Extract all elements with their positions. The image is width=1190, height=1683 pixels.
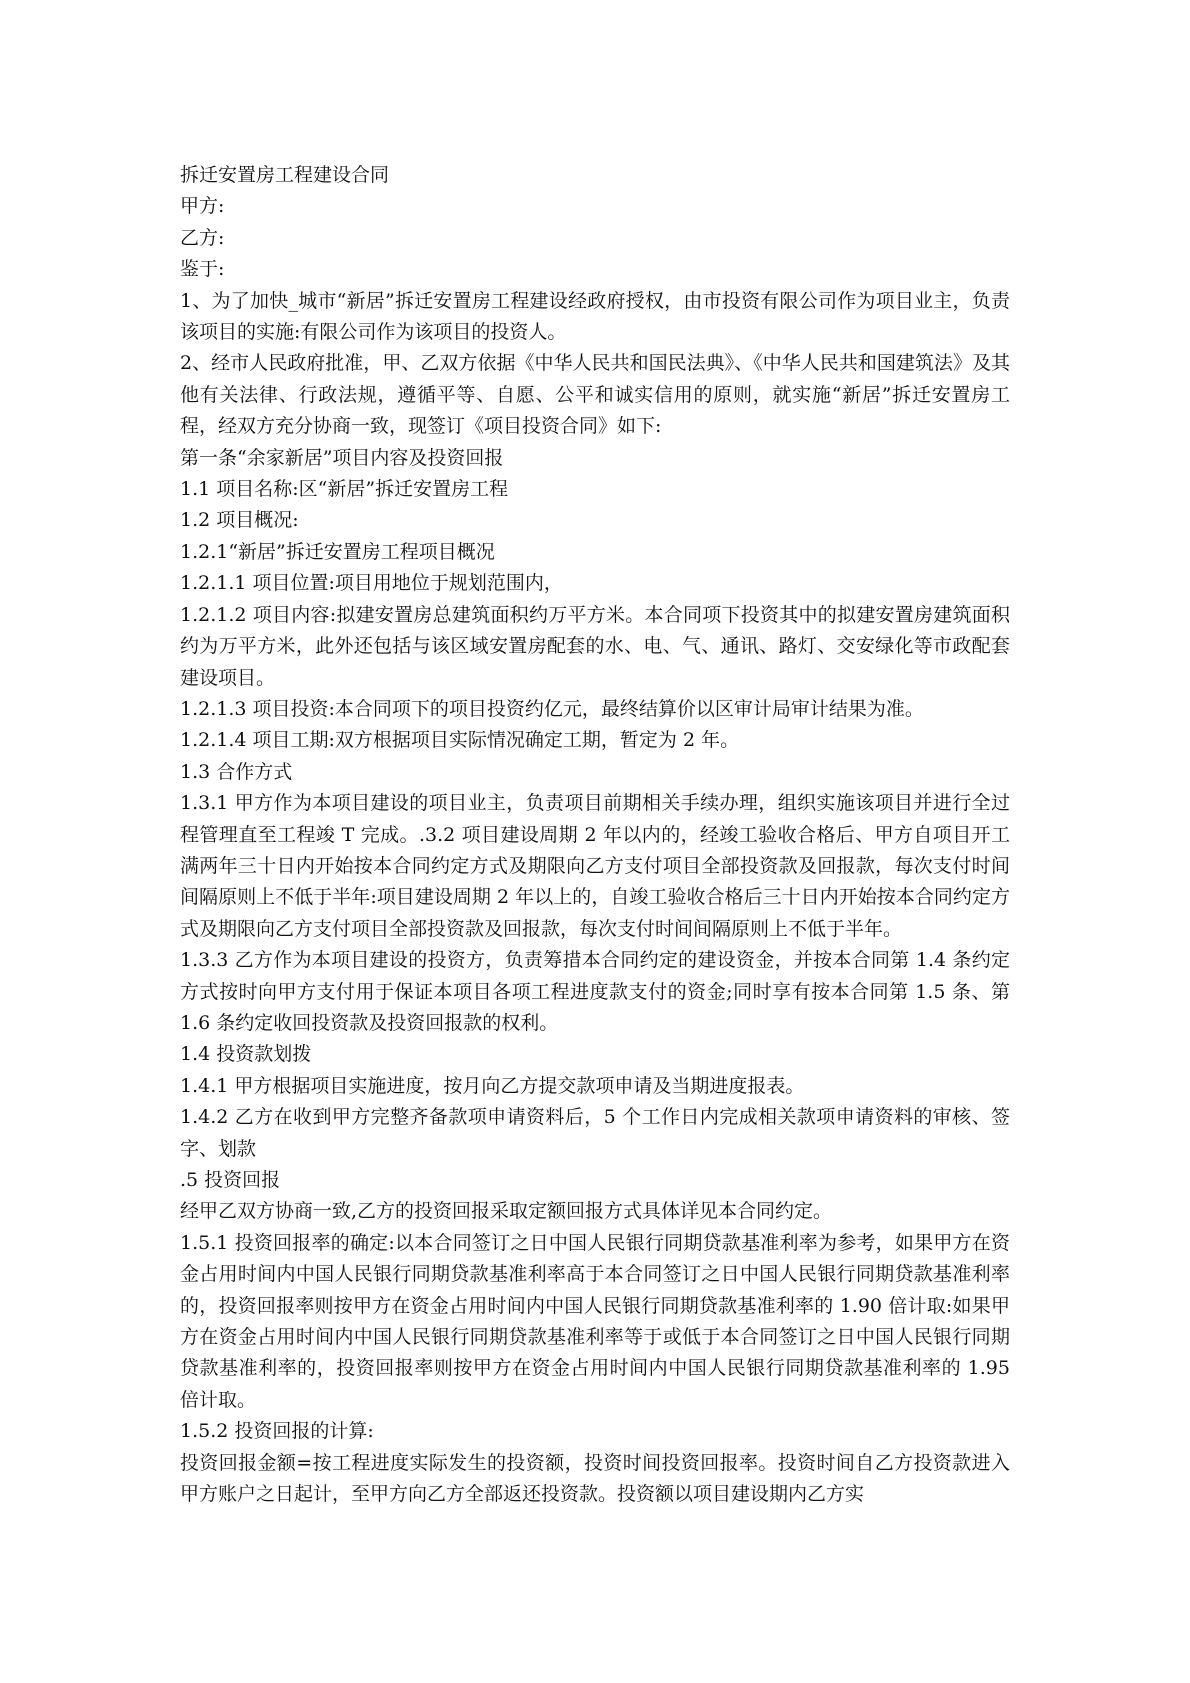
clause-1-2-1-1: 1.2.1.1 项目位置:项目用地位于规划范围内， [180, 572, 563, 595]
clause-1-5-1: 1.5.1 投资回报率的确定:以本合同签订之日中国人民银行同期贷款基准利率为参考，如果甲方在资金占用时间内中国人民银行同期贷款基准利率高于本合同签订之日中国人民银行同期贷款基准利率的，投资回报率则按甲方在资金占用时间内中国人民银行同期贷款基准利率的 1.90 倍计取:如果甲方在资金占用时间内中国人民银行同期贷款基准利率等于或低于本合同签订之日中国人民银行同期贷款基准利率的，投资回报率则按甲方在资金占用时间内中国人民银行同期贷款基准利率的 1.95 倍计取。 [180, 1231, 1010, 1411]
clause-1-2-1-3: 1.2.1.3 项目投资:本合同项下的项目投资约亿元，最终结算价以区审计局审计结果为准。 [180, 697, 924, 720]
clause-1-1: 1.1 项目名称:区“新居”拆迁安置房工程 [180, 478, 509, 501]
party-b-line: 乙方: [180, 226, 225, 249]
whereas-clause-2: 2、经市人民政府批准，甲、乙双方依据《中华人民共和国民法典》、《中华人民共和国建筑法》及其他有关法律、行政法规，遵循平等、自愿、公平和诚实信用的原则，就实施“新居”拆迁安置房工程，经双方充分协商一致，现签订《项目投资合同》如下: [180, 352, 1010, 438]
clause-1-2-1: 1.2.1“新居”拆迁安置房工程项目概况 [180, 540, 495, 563]
clause-1-5: .5 投资回报 [180, 1169, 281, 1191]
clause-1-4-1: 1.4.1 甲方根据项目实施进度，按月向乙方提交款项申请及当期进度报表。 [180, 1074, 805, 1097]
clause-1-4-2: 1.4.2 乙方在收到甲方完整齐备款项申请资料后，5 个工作日内完成相关款项申请资料的审核、签字、划款 [180, 1106, 1010, 1160]
clause-1-2-1-4: 1.2.1.4 项目工期:双方根据项目实际情况确定工期，暂定为 2 年。 [180, 729, 740, 752]
clause-1-2-1-2: 1.2.1.2 项目内容:拟建安置房总建筑面积约万平方米。本合同项下投资其中的拟建安置房建筑面积约为万平方米，此外还包括与该区域安置房配套的水、电、气、通讯、路灯、交安绿化等市政配套建设项目。 [180, 603, 1010, 689]
whereas-clause-1: 1、为了加快_城市“新居”拆迁安置房工程建设经政府授权，由市投资有限公司作为项目业主，负责该项目的实施:有限公司作为该项目的投资人。 [180, 289, 1010, 344]
whereas-heading: 鉴于: [180, 258, 225, 281]
clause-1-5-intro: 经甲乙双方协商一致,乙方的投资回报采取定额回报方式具体详见本合同约定。 [180, 1200, 833, 1223]
clause-1-3: 1.3 合作方式 [180, 760, 293, 783]
document-title: 拆迁安置房工程建设合同 [180, 164, 390, 186]
clause-1-3-1: 1.3.1 甲方作为本项目建设的项目业主，负责项目前期相关手续办理，组织实施该项目并进行全过程管理直至工程竣 T 完成。.3.2 项目建设周期 2 年以内的，经竣工验收合格后、甲方自项目开工满两年三十日内开始按本合同约定方式及期限向乙方支付项目全部投资款及回报款，每次支付时间间隔原则上不低于半年:项目建设周期 2 年以上的，自竣工验收合格后三十日内开始按本合同约定方式及期限向乙方支付项目全部投资款及回报款，每次支付时间间隔原则上不低于半年。 [180, 792, 1010, 940]
party-a-line: 甲方: [180, 195, 225, 218]
clause-1-2: 1.2 项目概况: [180, 509, 299, 532]
clause-1-3-3: 1.3.3 乙方作为本项目建设的投资方，负责筹措本合同约定的建设资金，并按本合同第 1.4 条约定方式按时向甲方支付用于保证本项目各项工程进度款支付的资金;同时享有按本合同第 1.5 条、第 1.6 条约定收回投资款及投资回报款的权利。 [180, 949, 1010, 1034]
document-body [180, 160, 1010, 1510]
clause-1-4: 1.4 投资款划拨 [180, 1043, 312, 1066]
clause-1-5-2-formula: 投资回报金额=按工程进度实际发生的投资额，投资时间投资回报率。投资时间自乙方投资款进入甲方账户之日起计，至甲方向乙方全部返还投资款。投资额以项目建设期内乙方实 [180, 1451, 1010, 1506]
article-1-heading: 第一条“余家新居”项目内容及投资回报 [180, 446, 504, 469]
clause-1-5-2: 1.5.2 投资回报的计算: [180, 1420, 374, 1443]
